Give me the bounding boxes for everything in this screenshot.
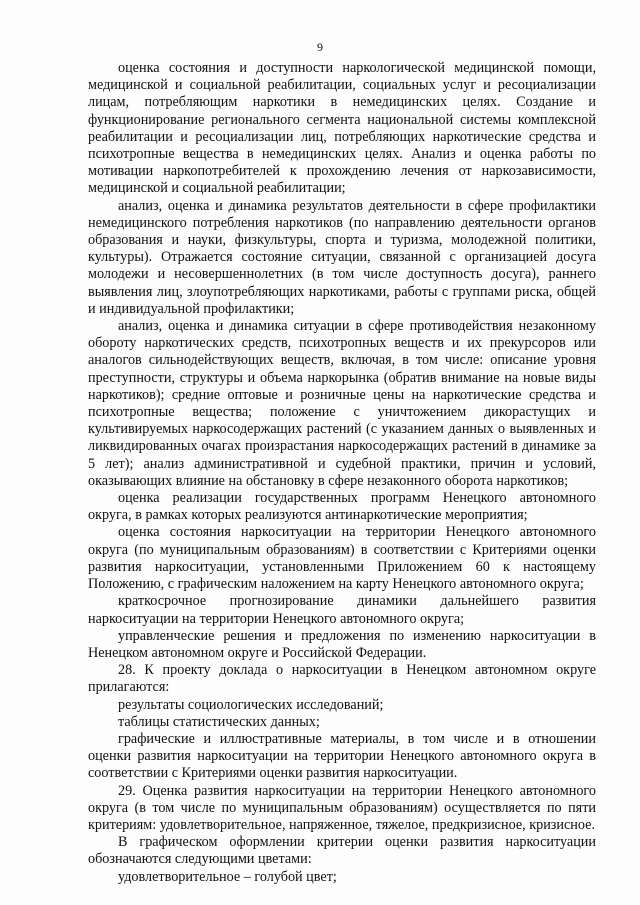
paragraph-graphic-materials: графические и иллюстративные материалы, в том числе и в отношении оценки развития наркоситуации на территории Ненецкого автономного округа в соответствии с Критериями оценки развития наркоситуации. <box>88 730 596 782</box>
paragraph-illegal-trafficking-analysis: анализ, оценка и динамика ситуации в сфере противодействия незаконному обороту наркотических средств, психотропных веществ и их прекурсоров или аналогов сильнодействующих веществ, включая, в том числе: описание уровня преступности, структуры и объема наркорынка (обратив внимание на новые виды наркотиков); средние оптовые и розничные цены на наркотические средства и психотропные вещества; положение с уничтожением дикорастущих и культивируемых наркосодержащих растений (с указанием данных о выявленных и ликвидированных очагах произрастания наркосодержащих растений в динамике за 5 лет); анализ административной и судебной практики, причин и условий, оказывающих влияние на обстановку в сфере незаконного оборота наркотиков; <box>88 318 596 489</box>
paragraph-situation-assessment: оценка состояния наркоситуации на территории Ненецкого автономного округа (по муниципальным образованиям) в соответствии с Критериями оценки развития наркоситуации, установленными Приложением 60 к настоящему Положению, с графическим наложением на карту Ненецкого автономного округа; <box>88 524 596 593</box>
paragraph-medical-assistance: оценка состояния и доступности наркологической медицинской помощи, медицинской и социальной реабилитации, социальных услуг и ресоциализации лицам, потребляющим наркотики в немедицинских целях. Создание и функционирование регионального сегмента национальной системы комплексной реабилитации и ресоциализации лиц, потребляющих наркотические средства и психотропные вещества в немедицинских целях. Анализ и оценка работы по мотивации наркопотребителей к прохождению лечения от наркозависимости, медицинской и социальной реабилитации; <box>88 60 596 197</box>
paragraph-state-programs: оценка реализации государственных программ Ненецкого автономного округа, в рамках которых реализуются антинаркотические мероприятия; <box>88 490 596 524</box>
paragraph-item-28: 28. К проекту доклада о наркоситуации в Ненецком автономном округе прилагаются: <box>88 662 596 696</box>
document-body <box>88 60 596 886</box>
paragraph-forecasting: краткосрочное прогнозирование динамики дальнейшего развития наркоситуации на территории Ненецкого автономного округа; <box>88 593 596 627</box>
paragraph-item-29: 29. Оценка развития наркоситуации на территории Ненецкого автономного округа (в том числе по муниципальным образованиям) осуществляется по пяти критериям: удовлетворительное, напряженное, тяжелое, предкризисное, кризисное. <box>88 782 596 833</box>
paragraph-prevention-analysis: анализ, оценка и динамика результатов деятельности в сфере профилактики немедицинского потребления наркотиков (по направлению деятельности органов образования и науки, физкультуры, спорта и туризма, молодежной политики, культуры). Отражается состояние ситуации, связанной с организацией досуга молодежи и несовершеннолетних (в том числе доступность досуга), раннего выявления лиц, злоупотребляющих наркотиками, работы с группами риска, общей и индивидуальной профилактики; <box>88 197 596 317</box>
paragraph-satisfactory-color: удовлетворительное – голубой цвет; <box>118 868 337 885</box>
paragraph-management-decisions: управленческие решения и предложения по изменению наркоситуации в Ненецком автономном округе и Российской Федерации. <box>88 627 596 661</box>
paragraph-color-designation: В графическом оформлении критерии оценки развития наркоситуации обозначаются следующими цветами: <box>88 834 596 868</box>
paragraph-sociological-results: результаты социологических исследований; <box>118 696 384 713</box>
paragraph-statistical-tables: таблицы статистических данных; <box>118 713 320 730</box>
page-number: 9 <box>317 40 323 54</box>
